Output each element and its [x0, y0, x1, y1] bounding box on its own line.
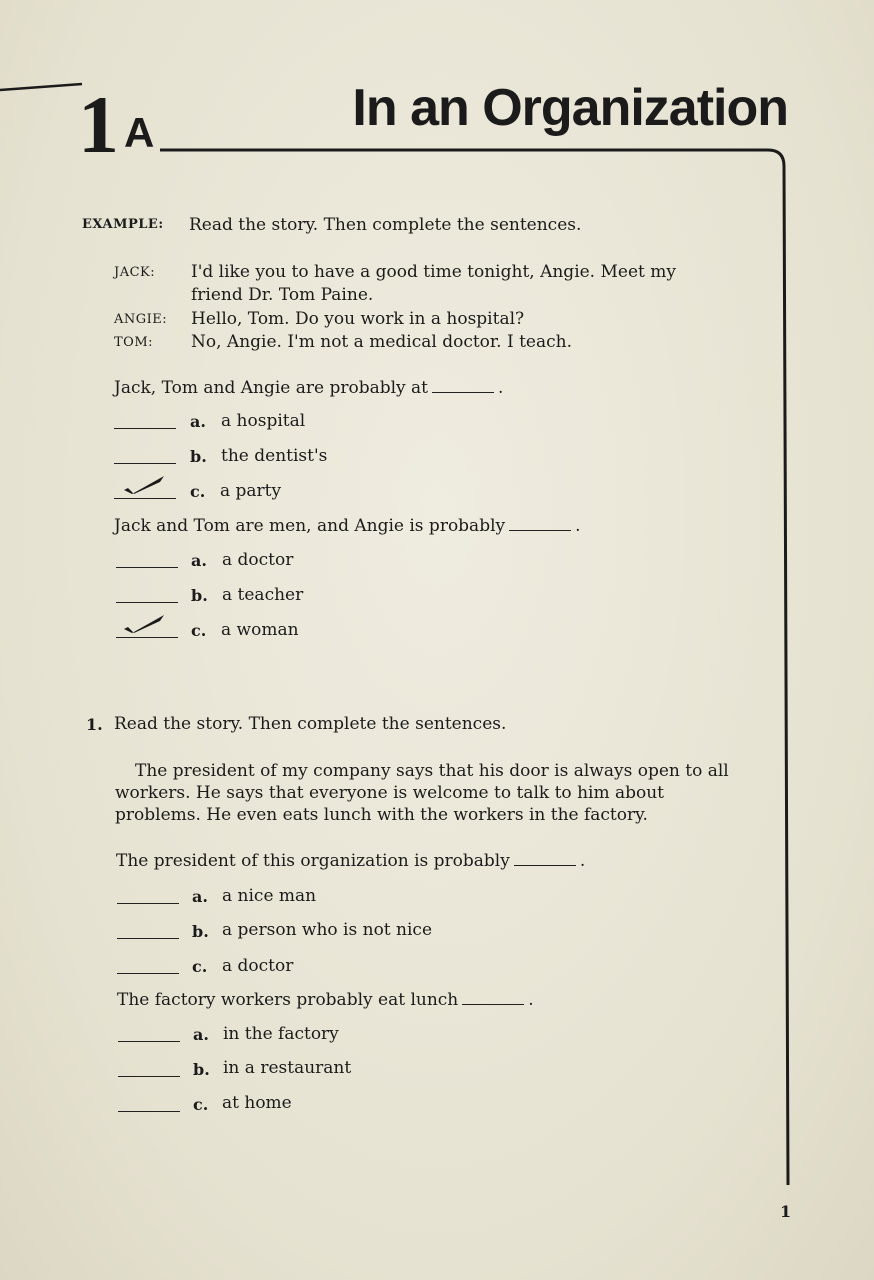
answer-blank[interactable]	[114, 498, 176, 499]
question-stem: The factory workers probably eat lunch .	[117, 990, 534, 1010]
option-letter: a.	[191, 551, 207, 570]
dialogue-speaker: ANGIE:	[114, 312, 168, 327]
inline-blank	[514, 861, 576, 866]
option-text: a nice man	[222, 886, 317, 906]
option-text: a teacher	[222, 585, 304, 605]
question-stem: The president of this organization is probably .	[116, 851, 586, 871]
question-stem: Jack, Tom and Angie are probably at .	[114, 378, 504, 398]
example-instruction: Read the story. Then complete the sentences.	[189, 215, 582, 235]
example-label: EXAMPLE:	[82, 217, 164, 232]
page-number: 1	[780, 1202, 792, 1221]
answer-blank[interactable]	[116, 637, 178, 638]
option-letter: b.	[193, 1060, 210, 1079]
story-line: workers. He says that everyone is welcome to talk to him about	[115, 783, 665, 803]
dialogue-line: I'd like you to have a good time tonight, Angie. Meet my	[191, 262, 676, 282]
option-text: a hospital	[221, 411, 306, 431]
option-text: at home	[222, 1093, 292, 1113]
answer-blank[interactable]	[118, 1111, 180, 1112]
option-text: the dentist's	[221, 446, 328, 466]
answer-blank[interactable]	[117, 938, 179, 939]
option-letter: c.	[192, 957, 208, 976]
option-text: a woman	[221, 620, 299, 640]
chapter-letter: A	[124, 109, 155, 156]
option-letter: b.	[191, 586, 208, 605]
option-letter: a.	[193, 1025, 209, 1044]
answer-blank[interactable]	[116, 567, 178, 568]
checkmark-icon	[120, 611, 170, 637]
inline-blank	[462, 1000, 524, 1005]
option-letter: c.	[193, 1095, 209, 1114]
dialogue-line: friend Dr. Tom Paine.	[191, 285, 374, 305]
option-text: a party	[220, 481, 282, 501]
option-text: a doctor	[222, 550, 294, 570]
exercise-number: 1.	[86, 715, 103, 734]
option-letter: a.	[190, 412, 206, 431]
question-stem-text: The president of this organization is probably	[116, 851, 510, 871]
answer-blank[interactable]	[118, 1076, 180, 1077]
question-stem-text: Jack, Tom and Angie are probably at	[114, 378, 429, 398]
exercise-instruction: Read the story. Then complete the sentences.	[114, 714, 507, 734]
option-letter: b.	[190, 447, 207, 466]
option-letter: c.	[191, 621, 207, 640]
question-stem-text: The factory workers probably eat lunch	[117, 990, 459, 1010]
option-text: a doctor	[222, 956, 294, 976]
chapter-number: 1	[78, 79, 117, 170]
story-line: problems. He even eats lunch with the workers in the factory.	[115, 805, 648, 825]
option-letter: a.	[192, 887, 208, 906]
dialogue-line: Hello, Tom. Do you work in a hospital?	[191, 309, 525, 329]
inline-blank	[509, 526, 571, 531]
answer-blank[interactable]	[116, 602, 178, 603]
top-left-rule	[0, 84, 82, 90]
answer-blank[interactable]	[114, 463, 176, 464]
option-text: a person who is not nice	[222, 920, 433, 940]
chapter-title: In an Organization	[352, 79, 788, 137]
answer-blank[interactable]	[117, 973, 179, 974]
dialogue-line: No, Angie. I'm not a medical doctor. I teach.	[191, 332, 572, 352]
option-letter: b.	[192, 922, 209, 941]
question-stem-text: Jack and Tom are men, and Angie is probably	[114, 516, 506, 536]
answer-blank[interactable]	[114, 428, 176, 429]
checkmark-icon	[120, 472, 170, 498]
dialogue-speaker: TOM:	[114, 335, 154, 350]
story-line: The president of my company says that his door is always open to all	[135, 761, 729, 781]
option-text: in the factory	[223, 1024, 339, 1044]
dialogue-speaker: JACK:	[114, 265, 156, 280]
answer-blank[interactable]	[118, 1041, 180, 1042]
answer-blank[interactable]	[117, 903, 179, 904]
question-stem: Jack and Tom are men, and Angie is probably .	[114, 516, 581, 536]
option-text: in a restaurant	[223, 1058, 352, 1078]
option-letter: c.	[190, 482, 206, 501]
inline-blank	[432, 388, 494, 393]
